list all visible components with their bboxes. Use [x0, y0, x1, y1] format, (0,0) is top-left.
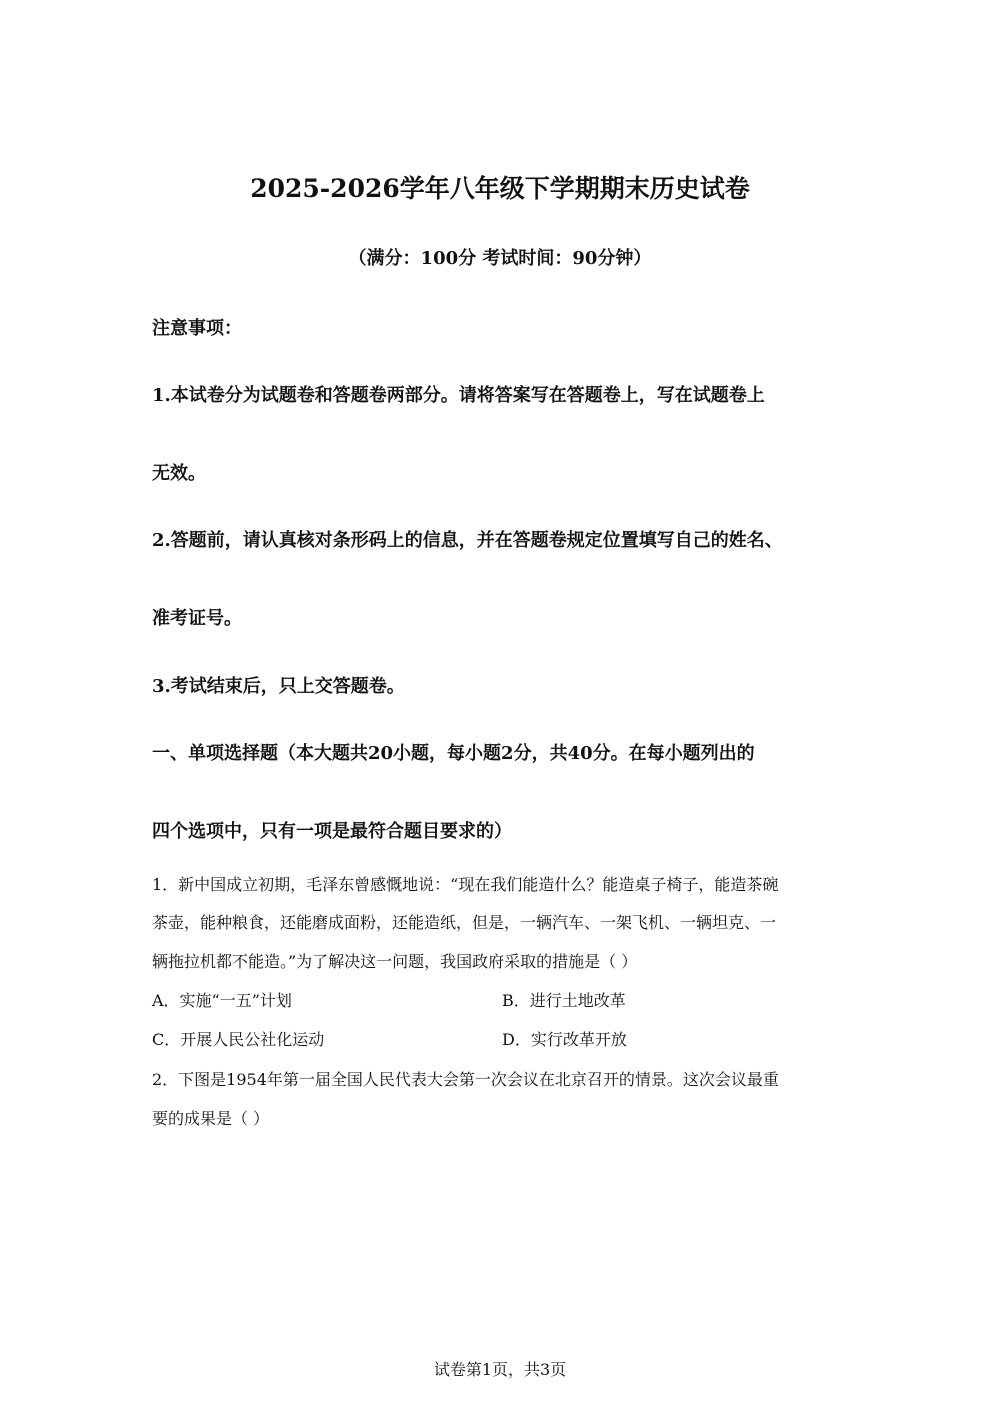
- section-heading: 四个选项中，只有一项是最符合题目要求的）: [152, 821, 512, 842]
- notice-line: 1.本试卷分为试题卷和答题卷两部分。请将答案写在答题卷上，写在试题卷上: [152, 385, 765, 406]
- page-footer: 试卷第1页，共3页: [433, 1360, 567, 1379]
- section-heading: 一、单项选择题（本大题共20小题，每小题2分，共40分。在每小题列出的: [152, 743, 755, 764]
- page-title: 2025-2026学年八年级下学期期末历史试卷: [250, 174, 750, 203]
- option-c: C．开展人民公社化运动: [152, 1030, 325, 1049]
- notice-line: 3.考试结束后，只上交答题卷。: [152, 676, 405, 697]
- notice-heading: 注意事项：: [152, 318, 242, 339]
- notice-line: 2.答题前，请认真核对条形码上的信息，并在答题卷规定位置填写自己的姓名、: [152, 530, 783, 551]
- question-stem: 要的成果是（ ）: [152, 1109, 270, 1128]
- exam-info: （满分：100分 考试时间：90分钟）: [348, 248, 652, 269]
- question-stem: 茶壶，能种粮食，还能磨成面粉，还能造纸，但是，一辆汽车、一架飞机、一辆坦克、一: [152, 913, 777, 932]
- question-stem: 1．新中国成立初期，毛泽东曾感慨地说：“现在我们能造什么？能造桌子椅子，能造茶碗: [152, 875, 779, 894]
- option-b: B．进行土地改革: [502, 991, 626, 1010]
- question-stem: 辆拖拉机都不能造。”为了解决这一问题，我国政府采取的措施是（ ）: [152, 952, 638, 971]
- notice-line: 无效。: [152, 463, 206, 484]
- question-stem: 2．下图是1954年第一届全国人民代表大会第一次会议在北京召开的情景。这次会议最重: [152, 1070, 779, 1089]
- option-a: A．实施“一五”计划: [152, 991, 292, 1010]
- option-d: D．实行改革开放: [502, 1030, 627, 1049]
- notice-line: 准考证号。: [152, 608, 242, 629]
